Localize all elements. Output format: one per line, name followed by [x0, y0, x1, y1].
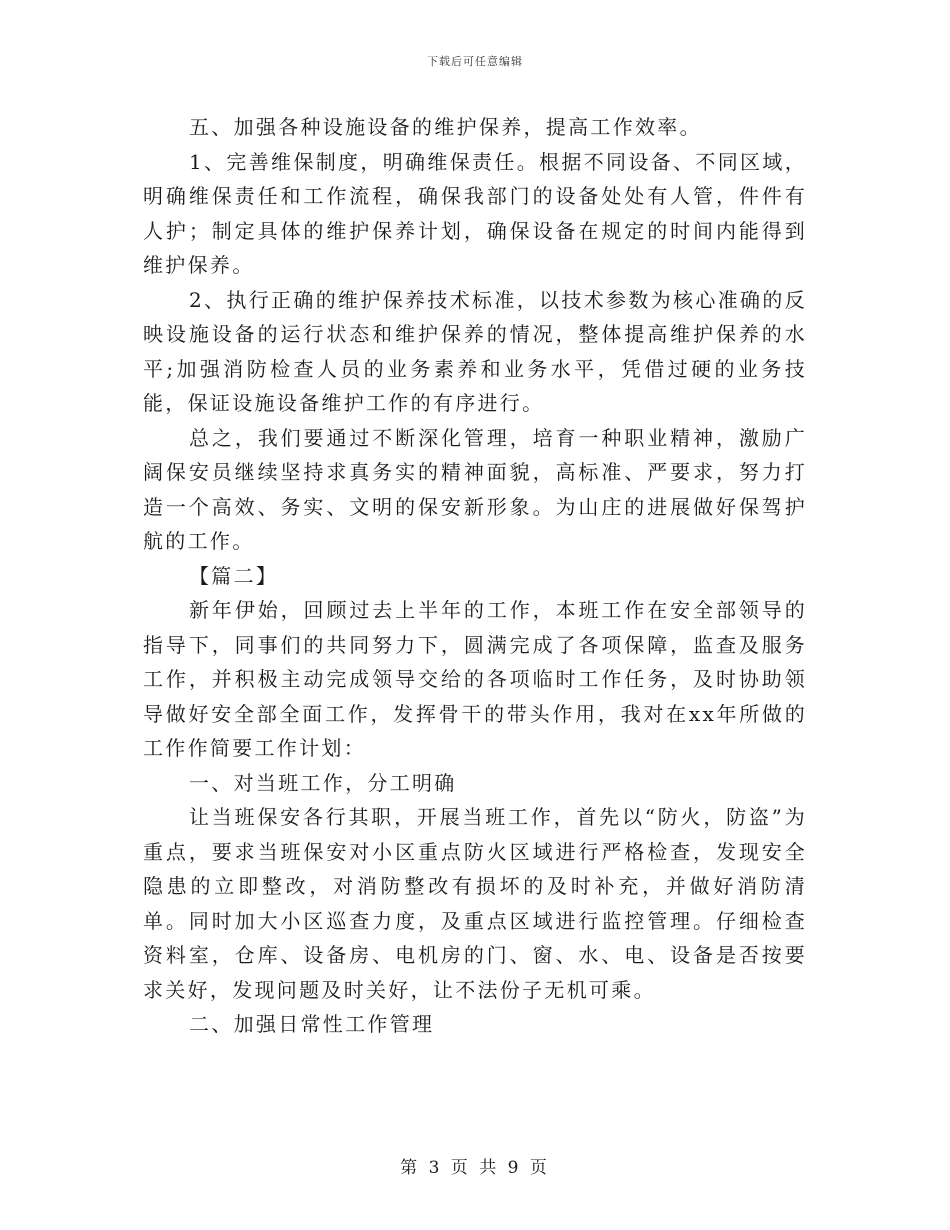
paragraph-maintenance-standards: 2、执行正确的维护保养技术标准，以技术参数为核心准确的反映设施设备的运行状态和维护保养的情况，整体提高维护保养的水平;加强消防检查人员的业务素养和业务水平，凭借过硬的业务技能，保证设施设备维护工作的有序进行。: [143, 287, 807, 415]
page-number-footer: 第 3 页 共 9 页: [400, 1158, 550, 1178]
section-heading-shift-work: 一、对当班工作，分工明确: [189, 770, 457, 795]
paragraph-maintenance-system: 1、完善维保制度，明确维保责任。根据不同设备、不同区域，明确维保责任和工作流程，确保我部门的设备处处有人管，件件有人护；制定具体的维护保养计划，确保设备在规定的时间内能得到维护保养。: [143, 149, 807, 277]
chapter-heading-part-two: 【篇二】: [189, 563, 279, 588]
page-header: 下载后可任意编辑: [427, 55, 523, 68]
document-body: [143, 110, 807, 1042]
section-heading-maintenance: 五、加强各种设施设备的维护保养，提高工作效率。: [189, 115, 702, 139]
paragraph-summary: 总之，我们要通过不断深化管理，培育一种职业精神，激励广阔保安员继续坚持求真务实的精神面貌，高标准、严要求，努力打造一个高效、务实、文明的保安新形象。为山庄的进展做好保驾护航的工作。: [143, 425, 807, 553]
paragraph-new-year-intro: 新年伊始，回顾过去上半年的工作，本班工作在安全部领导的指导下，同事们的共同努力下，圆满完成了各项保障，监查及服务工作，并积极主动完成领导交给的各项临时工作任务，及时协助领导做好安全部全面工作，发挥骨干的带头作用，我对在xx年所做的工作作简要工作计划：: [143, 598, 807, 760]
paragraph-shift-duties: 让当班保安各行其职，开展当班工作，首先以“防火，防盗”为重点，要求当班保安对小区重点防火区域进行严格检查，发现安全隐患的立即整改，对消防整改有损坏的及时补充，并做好消防清单。同时加大小区巡查力度，及重点区域进行监控管理。仔细检查资料室，仓库、设备房、电机房的门、窗、水、电、设备是否按要求关好，发现问题及时关好，让不法份子无机可乘。: [143, 805, 807, 1002]
section-heading-daily-management: 二、加强日常性工作管理: [189, 1012, 435, 1036]
